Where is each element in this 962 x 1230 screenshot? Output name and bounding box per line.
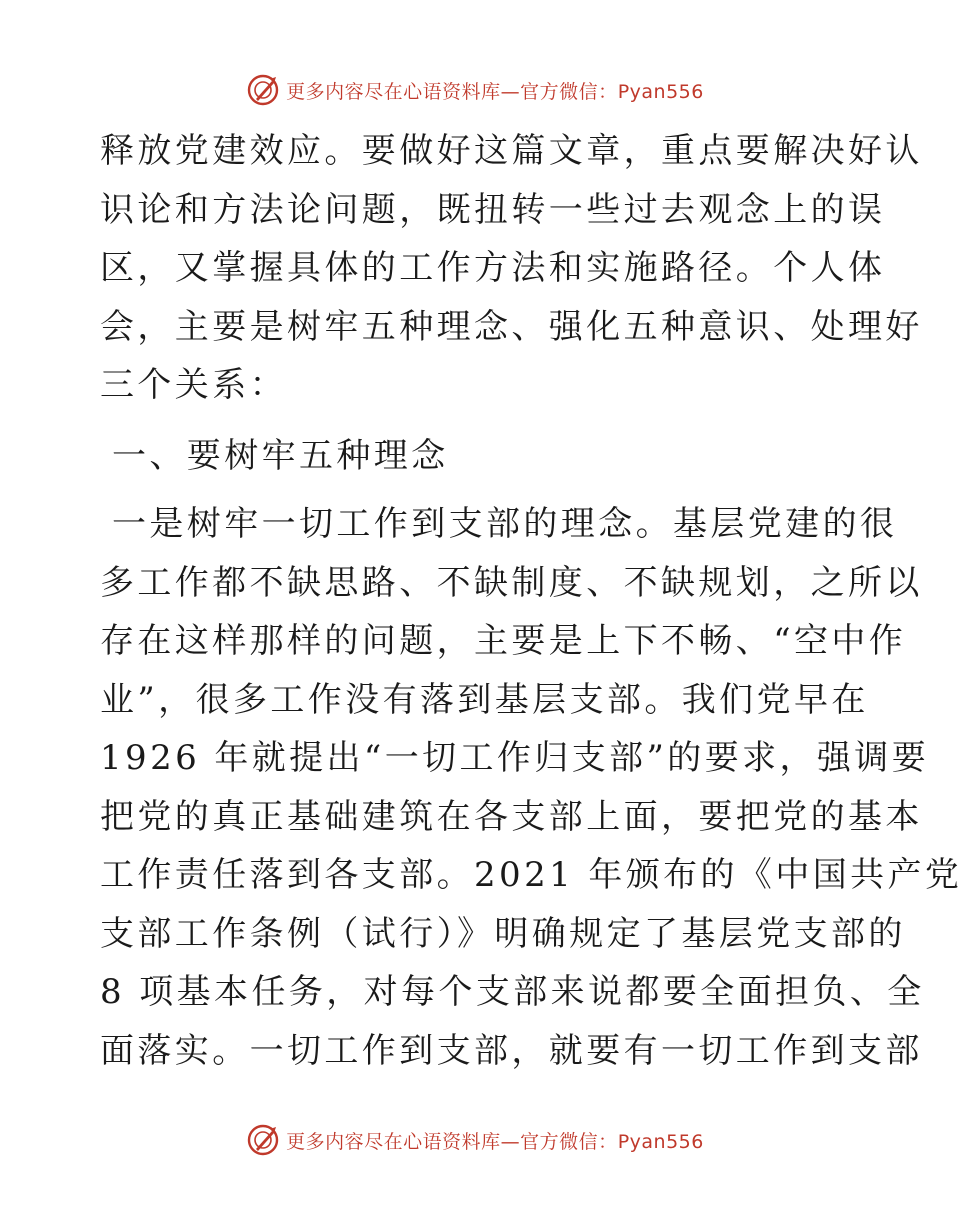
- watermark-separator: —: [500, 80, 521, 103]
- text-line: 1926 年就提出“一切工作归支部”的要求，强调要: [100, 738, 930, 778]
- watermark-wechat-label: 官方微信：: [520, 1130, 618, 1153]
- paragraph-first-concept: [100, 495, 962, 1080]
- text-line: 存在这样那样的问题，主要是上下不畅、“空中作: [100, 621, 907, 661]
- quill-pen-seal-icon: [246, 73, 280, 107]
- text-line: 三个关系：: [100, 365, 287, 405]
- text-line: 面落实。一切工作到支部，就要有一切工作到支部: [100, 1030, 923, 1071]
- text-line: 工作责任落到各支部。2021 年颁布的《中国共产党: [100, 855, 962, 895]
- text-line: 释放党建效应。要做好这篇文章，重点要解决好认: [100, 131, 923, 171]
- text-line: 识论和方法论问题，既扭转一些过去观念上的误: [100, 189, 886, 230]
- watermark-wechat-id: Pyan556: [617, 1130, 704, 1153]
- footer-watermark: [0, 1120, 950, 1160]
- document-body: [100, 122, 962, 1080]
- watermark-separator: —: [500, 1130, 521, 1153]
- watermark-site-text: 更多内容尽在心语资料库: [286, 1130, 501, 1153]
- watermark-site-text: 更多内容尽在心语资料库: [286, 80, 501, 103]
- text-line: 多工作都不缺思路、不缺制度、不缺规划，之所以: [100, 562, 923, 603]
- text-line: 支部工作条例（试行）》明确规定了基层党支部的: [100, 913, 906, 954]
- text-line: 8 项基本任务，对每个支部来说都要全面担负、全: [100, 972, 925, 1012]
- text-line: 业”，很多工作没有落到基层支部。我们党早在: [100, 679, 869, 720]
- quill-pen-seal-icon: [246, 1123, 280, 1157]
- text-line: 一是树牢一切工作到支部的理念。基层党建的很: [112, 504, 898, 544]
- text-line: 区，又掌握具体的工作方法和实施路径。个人体: [100, 248, 886, 288]
- watermark-wechat-id: Pyan556: [617, 80, 704, 103]
- watermark-text: [286, 77, 704, 104]
- text-line: 会，主要是树牢五种理念、强化五种意识、处理好: [100, 306, 923, 347]
- section-heading: 一、要树牢五种理念: [112, 435, 449, 476]
- text-line: 把党的真正基础建筑在各支部上面，要把党的基本: [100, 796, 923, 837]
- paragraph-intro: [100, 122, 923, 415]
- watermark-wechat-label: 官方微信：: [520, 80, 618, 103]
- watermark-text: [286, 1127, 704, 1154]
- header-watermark: [0, 70, 950, 110]
